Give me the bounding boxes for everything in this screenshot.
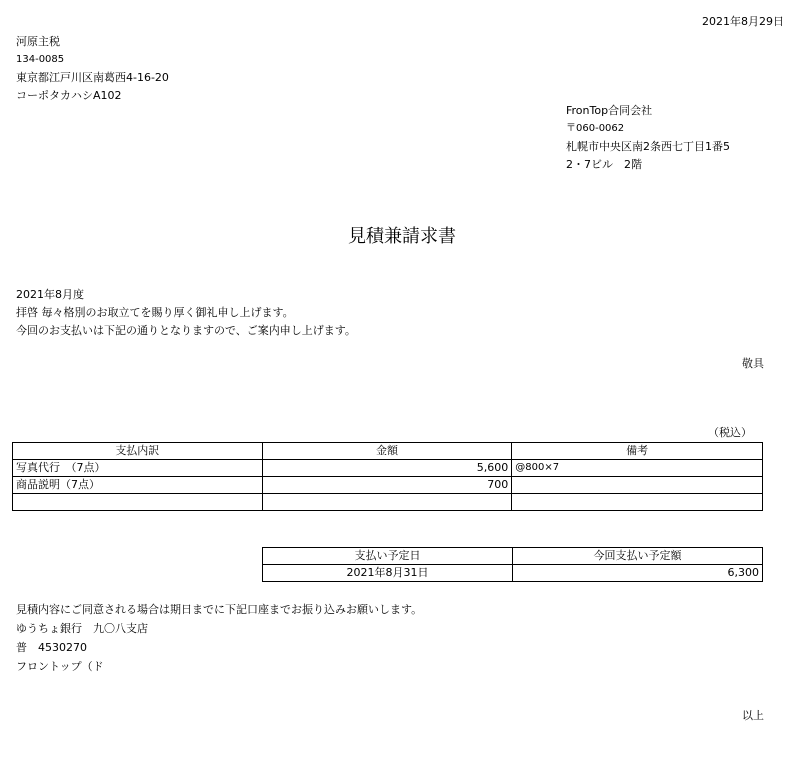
account-holder: フロントップ（ド bbox=[16, 660, 104, 673]
greeting-line-2: 今回のお支払いは下記の通りとなりますので、ご案内申し上げます。 bbox=[16, 324, 356, 337]
document-date: 2021年8月29日 bbox=[702, 15, 784, 28]
sender-zip: 〒060-0062 bbox=[566, 123, 625, 134]
bank-account: 普 4530270 bbox=[16, 641, 87, 654]
payment-instruction: 見積内容にご同意される場合は期日までに下記口座までお振り込みお願いします。 bbox=[16, 603, 423, 616]
item-amount bbox=[262, 494, 512, 511]
document-title: 見積兼請求書 bbox=[348, 226, 456, 247]
item-note bbox=[512, 477, 763, 494]
item-amount: 700 bbox=[262, 477, 512, 494]
header-amount: 金額 bbox=[262, 443, 512, 460]
table-row bbox=[263, 565, 763, 582]
table-row bbox=[13, 494, 763, 511]
recipient-zip: 134-0085 bbox=[16, 54, 65, 65]
greeting-block bbox=[16, 286, 356, 340]
header-description: 支払内訳 bbox=[13, 443, 263, 460]
sender-company: FronTop合同会社 bbox=[566, 104, 653, 117]
item-note: @800×7 bbox=[512, 460, 763, 477]
item-description: 写真代行 （7点） bbox=[13, 460, 263, 477]
greeting-line-1: 拝啓 毎々格別のお取立てを賜り厚く御礼申し上げます。 bbox=[16, 306, 294, 319]
table-row bbox=[13, 477, 763, 494]
items-table-header bbox=[13, 443, 763, 460]
payment-table bbox=[262, 547, 763, 582]
recipient-address-2: コーポタカハシA102 bbox=[16, 89, 122, 102]
payment-amount: 6,300 bbox=[513, 565, 763, 582]
sender-address-2: 2・7ビル 2階 bbox=[566, 158, 642, 171]
tax-note: （税込） bbox=[708, 426, 752, 439]
item-description: 商品説明（7点） bbox=[13, 477, 263, 494]
payment-table-header bbox=[263, 548, 763, 565]
billing-period: 2021年8月度 bbox=[16, 288, 84, 301]
end-mark: 以上 bbox=[742, 709, 764, 722]
payment-date: 2021年8月31日 bbox=[263, 565, 513, 582]
recipient-address-1: 東京都江戸川区南葛西4-16-20 bbox=[16, 71, 169, 84]
header-payment-date: 支払い予定日 bbox=[263, 548, 513, 565]
items-table bbox=[12, 442, 763, 511]
item-description bbox=[13, 494, 263, 511]
sender-address-1: 札幌市中央区南2条西七丁目1番5 bbox=[566, 140, 730, 153]
recipient-block bbox=[16, 33, 169, 105]
recipient-name: 河原主税 bbox=[16, 35, 60, 48]
header-payment-amount: 今回支払い予定額 bbox=[513, 548, 763, 565]
sender-block bbox=[566, 102, 730, 174]
bank-name: ゆうちょ銀行 九〇八支店 bbox=[16, 622, 148, 635]
item-amount: 5,600 bbox=[262, 460, 512, 477]
item-note bbox=[512, 494, 763, 511]
closing-text: 敬具 bbox=[742, 357, 764, 370]
header-note: 備考 bbox=[512, 443, 763, 460]
table-row bbox=[13, 460, 763, 477]
bank-block bbox=[16, 600, 422, 676]
